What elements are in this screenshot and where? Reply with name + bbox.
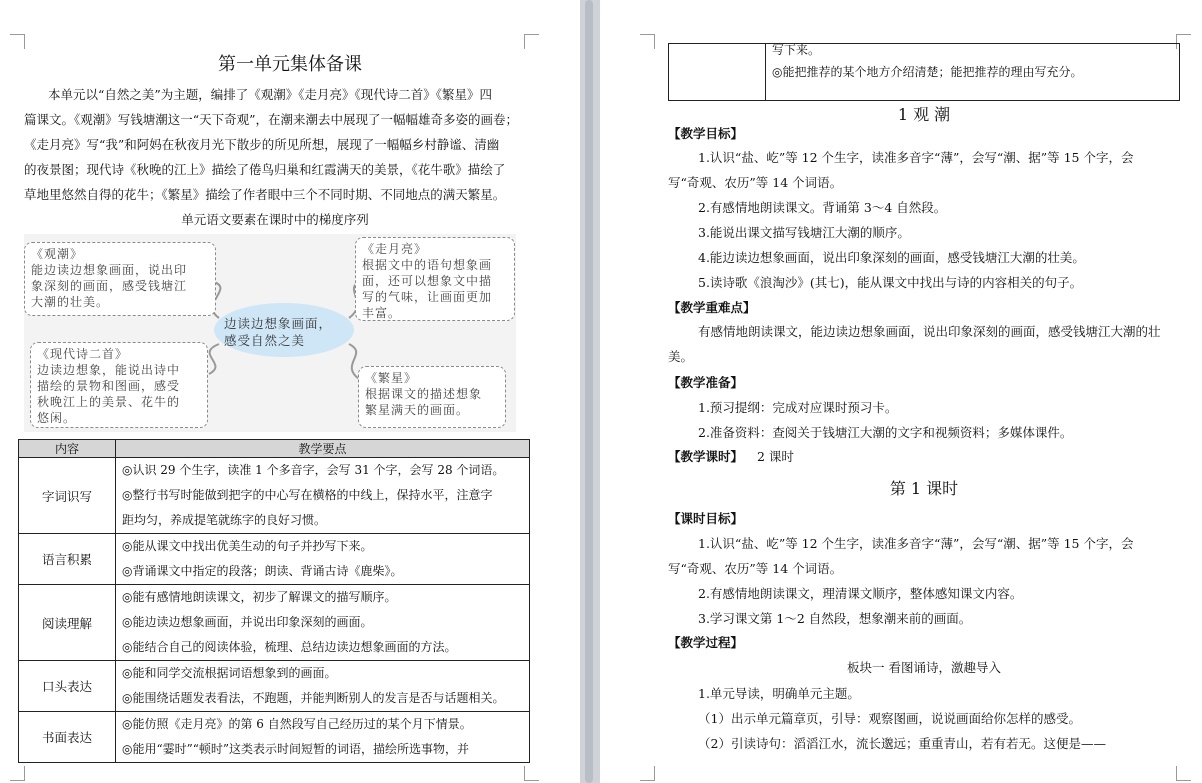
period-goal-line: 3.学习课文第 1～2 自然段，想象潮来前的画面。 (698, 611, 972, 626)
map-box-line: 繁星满天的画面。 (365, 403, 470, 417)
table-header-row (19, 440, 530, 458)
intro-line: 的夜景图；现代诗《秋晚的江上》描绘了倦鸟归巢和红霞满天的美景，《花牛歌》描绘了 (24, 162, 506, 177)
table-row (19, 458, 530, 534)
map-box-title: 《观潮》 (31, 247, 84, 261)
map-center-line: 边读边想象画面， (224, 316, 333, 331)
unit-intro (24, 82, 532, 207)
goal-line: 1.认识“盐、屹”等 12 个生字，读准多音字“薄”，会写“潮、据”等 15 个字，会 (698, 150, 1134, 165)
point-line: ◎能结合自己的阅读体验，梳理、总结边读边想象画面的方法。 (122, 640, 457, 654)
point-line: ◎能从课文中找出优美生动的句子并抄写下来。 (122, 539, 373, 553)
map-center-line: 感受自然之美 (224, 333, 306, 348)
process-line: （1）出示单元篇章页，引导：观察图画，说说画面给你怎样的感受。 (698, 711, 1081, 726)
hours-value: 2 课时 (757, 449, 794, 464)
map-box-guanchao (24, 242, 216, 316)
key-points (668, 319, 1188, 369)
section-label-process: 【教学过程】 (668, 635, 744, 650)
crop-mark (10, 766, 25, 781)
goals-list (668, 145, 1188, 295)
crop-mark (10, 34, 25, 49)
teaching-points-table (18, 439, 530, 763)
table-cell-category: 书面表达 (19, 712, 116, 763)
table-cell-category: 阅读理解 (19, 585, 116, 661)
prep-line: 1.预习提纲：完成对应课时预习卡。 (698, 400, 898, 415)
intro-line: 《走月亮》写“我”和阿妈在秋夜月光下散步的所见所想，展现了一幅幅乡村静谧、清幽 (24, 137, 500, 152)
lesson-title: 1 观 潮 (897, 105, 951, 124)
table-cell-points (116, 534, 530, 585)
prep-line: 2.准备资料：查阅关于钱塘江大潮的文字和视频资料；多媒体课件。 (698, 425, 1073, 440)
point-line: ◎认识 29 个生字，读准 1 个多音字，会写 31 个字，会写 28 个词语。 (122, 463, 505, 477)
map-box-zouyueliang (355, 237, 515, 321)
table-cell-category (669, 44, 766, 101)
map-box-xiandaishi (30, 342, 208, 428)
table-cell-points (116, 712, 530, 763)
period-goal-line: 1.认识“盐、屹”等 12 个生字，读准多音字“薄”，会写“潮、据”等 15 个字，会 (698, 536, 1134, 551)
table-row (19, 712, 530, 763)
period-goal-line: 2.有感情地朗读课文，理清课文顺序，整体感知课文内容。 (698, 586, 1023, 601)
document-page-left (0, 0, 580, 783)
map-box-line: 象深刻的画面，感受钱塘江 (31, 279, 188, 293)
point-line: ◎能用“霎时”“顿时”这类表示时间短暂的词语，描绘所选事物，并 (122, 742, 470, 756)
period-title: 第 1 课时 (889, 479, 959, 498)
unit-title: 第一单元集体备课 (218, 54, 362, 75)
prep-list (668, 395, 1188, 445)
map-box-line: 根据课文的描述想象 (365, 387, 483, 401)
table-header: 内容 (19, 440, 116, 458)
period-goals-list (668, 531, 1188, 631)
goal-line: 写“奇观、农历”等 14 个词语。 (668, 175, 843, 190)
point-line: ◎背诵课文中指定的段落；朗读、背诵古诗《鹿柴》。 (122, 564, 403, 578)
intro-line: 篇课文。《观潮》写钱塘潮这一“天下奇观”，在潮来潮去中展现了一幅幅雄奇多姿的画卷； (24, 112, 519, 127)
point-line: ◎能仿照《走月亮》的第 6 自然段写自己经历过的某个月下情景。 (122, 717, 472, 731)
table-cell-points (116, 661, 530, 712)
process-list (668, 681, 1188, 756)
map-box-title: 《现代诗二首》 (37, 347, 129, 361)
section-label-period-goals: 【课时目标】 (668, 511, 744, 526)
map-box-title: 《走月亮》 (362, 242, 428, 256)
map-box-title: 《繁星》 (365, 371, 418, 385)
point-line: ◎能和同学交流根据词语想象到的画面。 (122, 666, 337, 680)
point-line: 距均匀，养成提笔就练字的良好习惯。 (122, 513, 327, 527)
block-title: 板块一 看图诵诗，激趣导入 (847, 660, 1001, 675)
map-box-line: 根据文中的语句想象画 (362, 258, 493, 272)
map-box-line: 面，还可以想象文中描 (362, 274, 493, 288)
table-cell-category: 口头表达 (19, 661, 116, 712)
process-line: （2）引读诗句：滔滔江水，流长邈远；重重青山，若有若无。这便是—— (698, 736, 1106, 751)
table-cell-points (116, 458, 530, 534)
section-label-hours: 【教学课时】 (668, 449, 744, 464)
map-box-line: 描绘的景物和图画，感受 (37, 379, 181, 393)
map-box-line: 悠闲。 (37, 411, 77, 425)
continued-table (668, 43, 1180, 101)
map-box-line: 秋晚江上的美景、花牛的 (37, 395, 181, 409)
point-line: ◎整行书写时能做到把字的中心写在横格的中线上，保持水平，注意字 (122, 488, 493, 502)
section-label-goals: 【教学目标】 (668, 126, 744, 141)
goal-line: 4.能边读边想象画面，说出印象深刻的画面，感受钱塘江大潮的壮美。 (698, 250, 1085, 265)
map-box-fanxing (358, 366, 506, 428)
table-row (19, 661, 530, 712)
point-line: ◎能边读边想象画面，并说出印象深刻的画面。 (122, 615, 373, 629)
crop-mark (524, 766, 539, 781)
map-box-line: 边读边想象，能说出诗中 (37, 363, 181, 377)
key-line: 美。 (668, 349, 694, 364)
period-goal-line: 写“奇观、农历”等 14 个词语。 (668, 561, 843, 576)
crop-mark (524, 34, 539, 49)
map-box-line: 丰富。 (362, 306, 402, 320)
crop-mark (640, 34, 655, 49)
map-box-line: 能边读边想象画面，说出印 (31, 263, 188, 277)
map-box-line: 大潮的壮美。 (31, 295, 110, 309)
point-line: ◎能有感情地朗读课文，初步了解课文的描写顺序。 (122, 590, 397, 604)
point-line: 写下来。 (772, 43, 821, 57)
crop-mark (1176, 766, 1191, 781)
map-center-node (214, 303, 354, 357)
process-line: 1.单元导读，明确单元主题。 (698, 686, 860, 701)
table-row (19, 534, 530, 585)
goal-line: 5.读诗歌《浪淘沙》(其七)，能从课文中找出与诗的内容相关的句子。 (698, 275, 1083, 290)
goal-line: 3.能说出课文描写钱塘江大潮的顺序。 (698, 225, 910, 240)
point-line: ◎能把推荐的某个地方介绍清楚；能把推荐的理由写充分。 (772, 65, 1083, 79)
point-line: ◎能围绕话题发表看法，不跑题，并能判断别人的发言是否与话题相关。 (122, 691, 505, 705)
table-row (669, 44, 1180, 101)
key-line: 有感情地朗读课文，能边读边想象画面，说出印象深刻的画面，感受钱塘江大潮的壮 (698, 324, 1161, 339)
table-row (19, 585, 530, 661)
map-title: 单元语文要素在课时中的梯度序列 (181, 212, 369, 227)
vertical-scrollbar[interactable] (585, 0, 593, 783)
table-cell-points (766, 44, 1180, 101)
section-label-prep: 【教学准备】 (668, 375, 744, 390)
table-header: 教学要点 (116, 440, 530, 458)
table-cell-category: 字词识写 (19, 458, 116, 534)
section-label-key: 【教学重难点】 (668, 300, 756, 315)
table-cell-category: 语言积累 (19, 534, 116, 585)
intro-line: 本单元以“自然之美”为主题，编排了《观潮》《走月亮》《现代诗二首》《繁星》四 (48, 87, 493, 102)
lesson-hours (668, 447, 794, 467)
intro-line: 草地里悠然自得的花牛；《繁星》描绘了作者眼中三个不同时期、不同地点的满天繁星。 (24, 187, 506, 202)
goal-line: 2.有感情地朗读课文。背诵第 3～4 自然段。 (698, 200, 947, 215)
map-box-line: 写的气味，让画面更加 (362, 290, 493, 304)
crop-mark (640, 766, 655, 781)
table-cell-points (116, 585, 530, 661)
mind-map (24, 234, 516, 432)
